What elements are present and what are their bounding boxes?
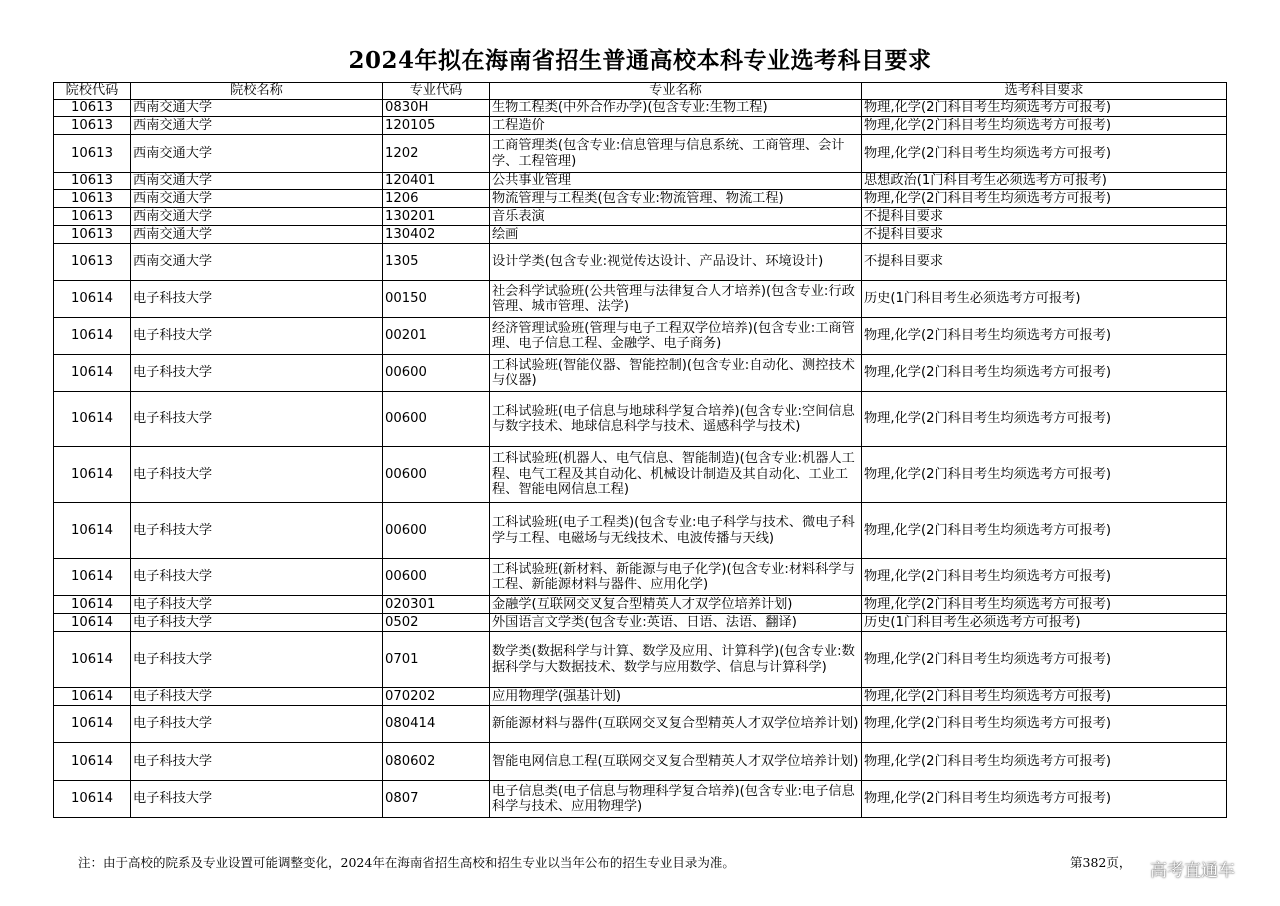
table-row xyxy=(54,226,1227,244)
school-code-cell: 10614 xyxy=(54,281,131,318)
footer-note: 注：由于高校的院系及专业设置可能调整变化，2024年在海南省招生高校和招生专业以当年公布的招生专业目录为准。 xyxy=(78,855,735,870)
major-name-cell: 数学类(数据科学与计算、数学及应用、计算科学)(包含专业:数据科学与大数据技术、数学与应用数学、信息与计算科学) xyxy=(490,632,862,688)
requirement-cell: 物理,化学(2门科目考生均须选考方可报考) xyxy=(862,117,1227,135)
school-code-cell: 10613 xyxy=(54,173,131,190)
major-name-cell: 绘画 xyxy=(490,226,862,244)
requirement-cell: 物理,化学(2门科目考生均须选考方可报考) xyxy=(862,706,1227,743)
major-code-cell: 00600 xyxy=(383,355,490,392)
major-name-cell: 公共事业管理 xyxy=(490,173,862,190)
school-name-cell: 电子科技大学 xyxy=(131,281,383,318)
page-title: 2024年拟在海南省招生普通高校本科专业选考科目要求 xyxy=(348,47,932,74)
major-code-cell: 120401 xyxy=(383,173,490,190)
table-row xyxy=(54,208,1227,226)
school-name-cell: 电子科技大学 xyxy=(131,392,383,447)
requirement-cell: 物理,化学(2门科目考生均须选考方可报考) xyxy=(862,135,1227,173)
school-name-cell: 电子科技大学 xyxy=(131,688,383,706)
major-code-cell: 00600 xyxy=(383,392,490,447)
major-code-cell: 070202 xyxy=(383,688,490,706)
major-name-cell: 工科试验班(智能仪器、智能控制)(包含专业:自动化、测控技术与仪器) xyxy=(490,355,862,392)
major-code-cell: 020301 xyxy=(383,596,490,614)
major-code-cell: 130201 xyxy=(383,208,490,226)
requirement-cell: 物理,化学(2门科目考生均须选考方可报考) xyxy=(862,688,1227,706)
table-row xyxy=(54,244,1227,281)
table-body xyxy=(54,100,1227,818)
table-row xyxy=(54,447,1227,503)
school-code-cell: 10614 xyxy=(54,447,131,503)
major-name-cell: 工科试验班(电子信息与地球科学复合培养)(包含专业:空间信息与数字技术、地球信息科学与技术、遥感科学与技术) xyxy=(490,392,862,447)
major-code-cell: 0807 xyxy=(383,781,490,818)
school-name-cell: 电子科技大学 xyxy=(131,559,383,596)
table-row xyxy=(54,706,1227,743)
school-name-cell: 电子科技大学 xyxy=(131,318,383,355)
major-code-cell: 0830H xyxy=(383,100,490,117)
requirement-cell: 物理,化学(2门科目考生均须选考方可报考) xyxy=(862,503,1227,559)
school-code-cell: 10614 xyxy=(54,596,131,614)
table-row xyxy=(54,100,1227,117)
major-code-cell: 1206 xyxy=(383,190,490,208)
requirement-cell: 思想政治(1门科目考生必须选考方可报考) xyxy=(862,173,1227,190)
major-code-cell: 0701 xyxy=(383,632,490,688)
major-name-cell: 生物工程类(中外合作办学)(包含专业:生物工程) xyxy=(490,100,862,117)
school-name-cell: 西南交通大学 xyxy=(131,226,383,244)
requirement-cell: 物理,化学(2门科目考生均须选考方可报考) xyxy=(862,392,1227,447)
page-number: 第382页， xyxy=(1070,855,1132,870)
school-code-cell: 10614 xyxy=(54,503,131,559)
major-name-cell: 工科试验班(机器人、电气信息、智能制造)(包含专业:机器人工程、电气工程及其自动化、机械设计制造及其自动化、工业工程、智能电网信息工程) xyxy=(490,447,862,503)
major-name-cell: 外国语言文学类(包含专业:英语、日语、法语、翻译) xyxy=(490,614,862,632)
table-row xyxy=(54,559,1227,596)
major-name-cell: 电子信息类(电子信息与物理科学复合培养)(包含专业:电子信息科学与技术、应用物理学) xyxy=(490,781,862,818)
table-row xyxy=(54,632,1227,688)
requirement-cell: 物理,化学(2门科目考生均须选考方可报考) xyxy=(862,190,1227,208)
school-name-cell: 电子科技大学 xyxy=(131,632,383,688)
school-name-cell: 电子科技大学 xyxy=(131,781,383,818)
school-name-cell: 西南交通大学 xyxy=(131,190,383,208)
school-code-cell: 10614 xyxy=(54,392,131,447)
school-name-cell: 电子科技大学 xyxy=(131,614,383,632)
requirement-cell: 物理,化学(2门科目考生均须选考方可报考) xyxy=(862,559,1227,596)
requirement-cell: 物理,化学(2门科目考生均须选考方可报考) xyxy=(862,743,1227,781)
table-row xyxy=(54,355,1227,392)
table-row xyxy=(54,392,1227,447)
table-row xyxy=(54,117,1227,135)
school-name-cell: 西南交通大学 xyxy=(131,117,383,135)
major-code-cell: 120105 xyxy=(383,117,490,135)
header-major-code: 专业代码 xyxy=(383,83,490,100)
table-row xyxy=(54,135,1227,173)
requirement-cell: 物理,化学(2门科目考生均须选考方可报考) xyxy=(862,781,1227,818)
table-row xyxy=(54,173,1227,190)
school-name-cell: 西南交通大学 xyxy=(131,208,383,226)
school-name-cell: 西南交通大学 xyxy=(131,173,383,190)
school-code-cell: 10614 xyxy=(54,781,131,818)
requirement-cell: 物理,化学(2门科目考生均须选考方可报考) xyxy=(862,596,1227,614)
requirements-table xyxy=(53,82,1227,818)
table-row xyxy=(54,318,1227,355)
school-code-cell: 10614 xyxy=(54,614,131,632)
school-code-cell: 10614 xyxy=(54,706,131,743)
major-name-cell: 工科试验班(新材料、新能源与电子化学)(包含专业:材料科学与工程、新能源材料与器件、应用化学) xyxy=(490,559,862,596)
table-row xyxy=(54,688,1227,706)
header-requirement: 选考科目要求 xyxy=(862,83,1227,100)
school-code-cell: 10613 xyxy=(54,208,131,226)
school-code-cell: 10613 xyxy=(54,244,131,281)
table-row xyxy=(54,596,1227,614)
school-code-cell: 10614 xyxy=(54,688,131,706)
header-school-name: 院校名称 xyxy=(131,83,383,100)
header-school-code: 院校代码 xyxy=(54,83,131,100)
header-major-name: 专业名称 xyxy=(490,83,862,100)
table-row xyxy=(54,503,1227,559)
table-row xyxy=(54,190,1227,208)
requirement-cell: 物理,化学(2门科目考生均须选考方可报考) xyxy=(862,318,1227,355)
major-code-cell: 00600 xyxy=(383,503,490,559)
major-code-cell: 080414 xyxy=(383,706,490,743)
school-name-cell: 电子科技大学 xyxy=(131,503,383,559)
requirement-cell: 物理,化学(2门科目考生均须选考方可报考) xyxy=(862,447,1227,503)
school-code-cell: 10613 xyxy=(54,226,131,244)
major-code-cell: 1305 xyxy=(383,244,490,281)
major-name-cell: 音乐表演 xyxy=(490,208,862,226)
school-code-cell: 10613 xyxy=(54,190,131,208)
school-name-cell: 电子科技大学 xyxy=(131,596,383,614)
major-code-cell: 00600 xyxy=(383,447,490,503)
school-name-cell: 西南交通大学 xyxy=(131,135,383,173)
major-code-cell: 00150 xyxy=(383,281,490,318)
major-name-cell: 工商管理类(包含专业:信息管理与信息系统、工商管理、会计学、工程管理) xyxy=(490,135,862,173)
major-code-cell: 00600 xyxy=(383,559,490,596)
major-name-cell: 工程造价 xyxy=(490,117,862,135)
major-name-cell: 物流管理与工程类(包含专业:物流管理、物流工程) xyxy=(490,190,862,208)
school-code-cell: 10614 xyxy=(54,318,131,355)
requirement-cell: 物理,化学(2门科目考生均须选考方可报考) xyxy=(862,632,1227,688)
major-name-cell: 应用物理学(强基计划) xyxy=(490,688,862,706)
major-code-cell: 00201 xyxy=(383,318,490,355)
major-code-cell: 080602 xyxy=(383,743,490,781)
requirement-cell: 不提科目要求 xyxy=(862,208,1227,226)
school-code-cell: 10614 xyxy=(54,743,131,781)
school-code-cell: 10613 xyxy=(54,135,131,173)
major-name-cell: 工科试验班(电子工程类)(包含专业:电子科学与技术、微电子科学与工程、电磁场与无线技术、电波传播与天线) xyxy=(490,503,862,559)
major-code-cell: 130402 xyxy=(383,226,490,244)
requirement-cell: 不提科目要求 xyxy=(862,226,1227,244)
school-code-cell: 10614 xyxy=(54,632,131,688)
major-name-cell: 新能源材料与器件(互联网交叉复合型精英人才双学位培养计划) xyxy=(490,706,862,743)
table-header-row xyxy=(54,83,1227,100)
requirement-cell: 历史(1门科目考生必须选考方可报考) xyxy=(862,614,1227,632)
school-name-cell: 电子科技大学 xyxy=(131,355,383,392)
major-name-cell: 经济管理试验班(管理与电子工程双学位培养)(包含专业:工商管理、电子信息工程、金融学、电子商务) xyxy=(490,318,862,355)
major-name-cell: 智能电网信息工程(互联网交叉复合型精英人才双学位培养计划) xyxy=(490,743,862,781)
requirement-cell: 历史(1门科目考生必须选考方可报考) xyxy=(862,281,1227,318)
table-row xyxy=(54,743,1227,781)
major-code-cell: 1202 xyxy=(383,135,490,173)
school-name-cell: 电子科技大学 xyxy=(131,743,383,781)
school-name-cell: 西南交通大学 xyxy=(131,100,383,117)
requirement-cell: 物理,化学(2门科目考生均须选考方可报考) xyxy=(862,355,1227,392)
requirement-cell: 物理,化学(2门科目考生均须选考方可报考) xyxy=(862,100,1227,117)
school-code-cell: 10613 xyxy=(54,100,131,117)
school-name-cell: 西南交通大学 xyxy=(131,244,383,281)
major-code-cell: 0502 xyxy=(383,614,490,632)
school-code-cell: 10614 xyxy=(54,355,131,392)
major-name-cell: 社会科学试验班(公共管理与法律复合人才培养)(包含专业:行政管理、城市管理、法学) xyxy=(490,281,862,318)
major-name-cell: 设计学类(包含专业:视觉传达设计、产品设计、环境设计) xyxy=(490,244,862,281)
school-code-cell: 10613 xyxy=(54,117,131,135)
table-row xyxy=(54,281,1227,318)
school-name-cell: 电子科技大学 xyxy=(131,706,383,743)
table-row xyxy=(54,614,1227,632)
major-name-cell: 金融学(互联网交叉复合型精英人才双学位培养计划) xyxy=(490,596,862,614)
table-row xyxy=(54,781,1227,818)
school-name-cell: 电子科技大学 xyxy=(131,447,383,503)
requirement-cell: 不提科目要求 xyxy=(862,244,1227,281)
watermark: 高考直通车 xyxy=(1150,861,1235,881)
school-code-cell: 10614 xyxy=(54,559,131,596)
